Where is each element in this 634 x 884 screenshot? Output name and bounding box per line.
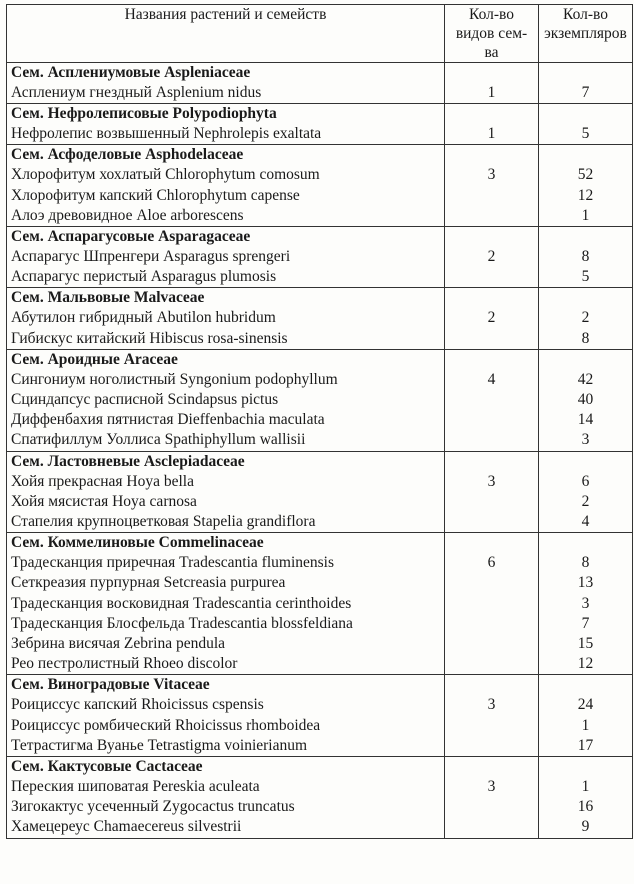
species-count-cell (445, 63, 539, 104)
plant-name: Роициссус ромбический Rhoicissus rhomboidea (11, 716, 321, 734)
plant-name: Тетрастигма Вуанье Tetrastigma voinierianum (11, 736, 308, 754)
family-row (7, 533, 633, 675)
specimen-count-cell (539, 104, 633, 145)
family-name-cell (7, 104, 445, 145)
specimen-count: 5 (581, 268, 590, 286)
family-name-cell (7, 451, 445, 533)
spacer (543, 63, 628, 83)
species-count-cell (445, 145, 539, 227)
species-count: 3 (487, 778, 496, 796)
plant-name: Зебрина висячая Zebrina pendula (11, 635, 226, 653)
plant-name: Традесканция Блосфельда Tradescantia blossfeldiana (11, 614, 353, 632)
species-count: 3 (487, 472, 496, 490)
specimen-count: 5 (581, 125, 590, 143)
species-count: 3 (487, 696, 496, 714)
family-name: Сем. Кактусовые Cactaceae (11, 758, 203, 776)
plant-name: Хлорофитум капский Chlorophytum capense (11, 186, 300, 204)
specimen-count-cell (539, 227, 633, 288)
plant-name: Спатифиллум Уоллиса Spathiphyllum wallisii (11, 431, 306, 449)
species-count: 3 (487, 166, 496, 184)
specimen-count: 15 (577, 635, 594, 653)
specimen-count: 12 (577, 655, 594, 673)
spacer (543, 757, 628, 777)
specimen-count: 7 (581, 614, 590, 632)
species-count: 2 (487, 248, 496, 266)
family-row (7, 349, 633, 451)
specimen-count: 8 (581, 248, 590, 266)
family-name-cell (7, 757, 445, 839)
family-name-cell (7, 349, 445, 451)
family-row (7, 675, 633, 757)
family-row (7, 288, 633, 349)
plant-name: Традесканция приречная Tradescantia fluminensis (11, 554, 334, 572)
specimen-count: 42 (577, 370, 594, 388)
species-count: 4 (487, 370, 496, 388)
plant-name: Аспарагус Шпренгери Asparagus sprengeri (11, 248, 291, 266)
family-name: Сем. Асфоделовые Asphodelaceae (11, 146, 244, 164)
specimen-count: 16 (577, 798, 594, 816)
spacer (543, 350, 628, 370)
specimen-count-cell (539, 349, 633, 451)
family-name: Сем. Ароидные Araceae (11, 350, 178, 368)
family-name: Сем. Мальвовые Malvaceae (11, 289, 205, 307)
spacer (543, 675, 628, 695)
plant-name: Аспарагус перистый Asparagus plumosis (11, 268, 277, 286)
spacer (543, 145, 628, 165)
plant-name: Традесканция восковидная Tradescantia cerinthoides (11, 594, 352, 612)
family-name-cell (7, 145, 445, 227)
family-row (7, 451, 633, 533)
species-count: 1 (487, 84, 496, 101)
header-count: Кол-во экземпляров (539, 5, 633, 63)
specimen-count: 13 (577, 574, 594, 592)
specimen-count: 12 (577, 186, 594, 204)
plant-name: Хойя мясистая Hoya carnosa (11, 492, 197, 510)
specimen-count: 2 (581, 309, 590, 327)
family-name: Сем. Нефролеписовые Polypodiophyta (11, 105, 277, 123)
family-name-cell (7, 675, 445, 757)
specimen-count-cell (539, 533, 633, 675)
header-species: Кол-во видов сем-ва (445, 5, 539, 63)
specimen-count: 52 (577, 166, 594, 184)
family-name-cell (7, 227, 445, 288)
specimen-count-cell (539, 145, 633, 227)
species-count-cell (445, 675, 539, 757)
family-name-cell (7, 533, 445, 675)
species-count-cell (445, 288, 539, 349)
spacer (543, 227, 628, 247)
family-name: Сем. Асплениумовые Aspleniaceae (11, 64, 251, 81)
specimen-count: 2 (581, 492, 590, 510)
species-count-cell (445, 104, 539, 145)
plant-name: Нефролепис возвышенный Nephrolepis exaltata (11, 125, 322, 143)
table-body (7, 63, 633, 839)
plant-name: Рео пестролистный Rhoeo discolor (11, 655, 238, 673)
species-count: 1 (487, 125, 496, 143)
family-row (7, 63, 633, 104)
plants-table (6, 4, 633, 839)
specimen-count: 17 (577, 736, 594, 754)
plant-name: Абутилон гибридный Abutilon hubridum (11, 309, 276, 327)
plant-name: Хамецереус Chamaecereus silvestrii (11, 818, 242, 836)
plant-name: Асплениум гнездный Asplenium nidus (11, 84, 262, 101)
specimen-count-cell (539, 757, 633, 839)
specimen-count-cell (539, 63, 633, 104)
specimen-count: 7 (581, 84, 590, 101)
specimen-count: 24 (577, 696, 594, 714)
specimen-count-cell (539, 675, 633, 757)
specimen-count: 8 (581, 329, 590, 347)
specimen-count: 4 (581, 513, 590, 531)
plant-name: Алоэ древовидное Aloe arborescens (11, 206, 244, 224)
plant-name: Сциндапсус расписной Scindapsus pictus (11, 391, 279, 409)
family-row (7, 145, 633, 227)
specimen-count: 8 (581, 554, 590, 572)
spacer (543, 104, 628, 124)
family-row (7, 227, 633, 288)
plant-name: Сингониум ноголистный Syngonium podophyllum (11, 370, 338, 388)
specimen-count: 1 (581, 778, 590, 796)
plant-name: Стапелия крупноцветковая Stapelia grandiflora (11, 513, 316, 531)
plant-name: Зигокактус усеченный Zygocactus truncatus (11, 798, 295, 816)
family-row (7, 757, 633, 839)
spacer (543, 288, 628, 308)
family-name-cell (7, 63, 445, 104)
species-count-cell (445, 451, 539, 533)
plant-name: Гибискус китайский Hibiscus rosa-sinensis (11, 329, 288, 347)
family-name: Сем. Виноградовые Vitaceae (11, 676, 210, 694)
plant-name: Роициссус капский Rhoicissus cspensis (11, 696, 264, 714)
family-name: Сем. Аспарагусовые Asparagaceae (11, 228, 251, 246)
specimen-count: 3 (581, 594, 590, 612)
family-name-cell (7, 288, 445, 349)
species-count: 6 (487, 554, 496, 572)
table-header-row (7, 5, 633, 63)
specimen-count-cell (539, 288, 633, 349)
specimen-count: 14 (577, 411, 594, 429)
spacer (543, 533, 628, 553)
specimen-count: 1 (581, 206, 590, 224)
family-name: Сем. Коммелиновые Commelinaceae (11, 534, 264, 552)
specimen-count: 6 (581, 472, 590, 490)
species-count-cell (445, 349, 539, 451)
plant-name: Хлорофитум хохлатый Chlorophytum comosum (11, 166, 320, 184)
family-name: Сем. Ластовневые Asclepiadaceae (11, 452, 245, 470)
plant-name: Диффенбахия пятнистая Dieffenbachia maculata (11, 411, 325, 429)
specimen-count-cell (539, 451, 633, 533)
specimen-count: 3 (581, 431, 590, 449)
specimen-count: 40 (577, 391, 594, 409)
species-count: 2 (487, 309, 496, 327)
specimen-count: 9 (581, 818, 590, 836)
species-count-cell (445, 533, 539, 675)
family-row (7, 104, 633, 145)
plant-name: Хойя прекрасная Hoya bella (11, 472, 194, 490)
header-name: Названия растений и семейств (7, 5, 445, 63)
spacer (543, 452, 628, 472)
species-count-cell (445, 757, 539, 839)
plant-name: Сеткреазия пурпурная Setcreasia purpurea (11, 574, 286, 592)
species-count-cell (445, 227, 539, 288)
specimen-count: 1 (581, 716, 590, 734)
plant-name: Переския шиповатая Pereskia aculeata (11, 778, 260, 796)
